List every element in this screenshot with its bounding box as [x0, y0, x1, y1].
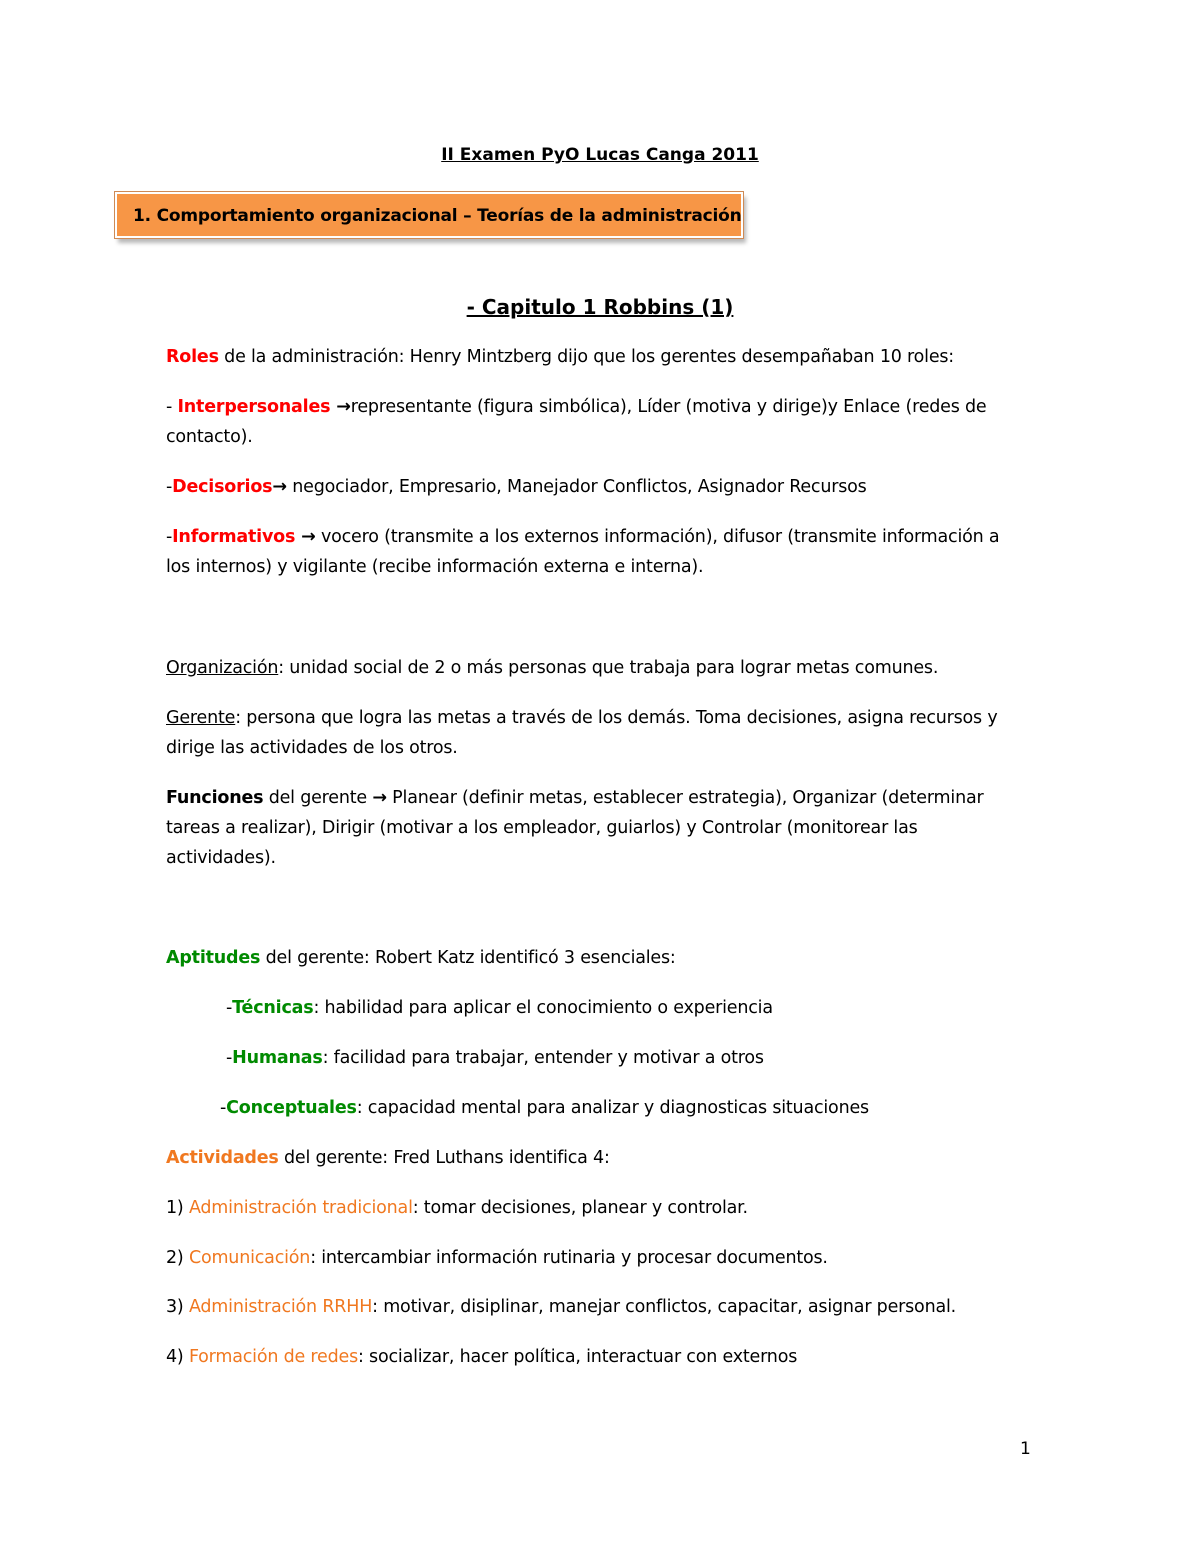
definition-text-continued: tareas a realizar), Dirigir (motivar a los empleador, guiarlos) y Controlar (monitorear las: [166, 818, 918, 838]
definition-organizacion: [166, 653, 938, 683]
chapter-heading: - Capitulo 1 Robbins (1): [466, 295, 734, 319]
aptitude-text: : habilidad para aplicar el conocimiento o experiencia: [313, 998, 773, 1018]
actividad-item: [166, 1243, 828, 1273]
actividad-item: [166, 1342, 797, 1372]
role-informativos: [166, 522, 999, 552]
section-heading: 1. Comportamiento organizacional – Teorías de la administración: [133, 206, 742, 226]
actividad-text: : intercambiar información rutinaria y procesar documentos.: [310, 1248, 828, 1268]
role-description-continued: los internos) y vigilante (recibe información externa e interna).: [166, 557, 704, 577]
list-dash: -: [166, 397, 178, 417]
definition-text: del gerente: [263, 788, 373, 808]
actividad-number: 4): [166, 1347, 184, 1367]
aptitude-item: -Humanas: facilidad para trabajar, entender y motivar a otros: [226, 1048, 764, 1068]
aptitudes-term: Aptitudes: [166, 948, 261, 968]
actividad-number: 2): [166, 1248, 184, 1268]
aptitude-term: Humanas: [232, 1048, 323, 1068]
actividad-term: Administración RRHH: [188, 1297, 373, 1317]
page-number: 1: [1020, 1439, 1031, 1459]
roles-text: de la administración: Henry Mintzberg dijo que los gerentes desempañaban 10 roles:: [218, 347, 955, 367]
role-description: representante (figura simbólica), Líder (motiva y dirige)y Enlace (redes de: [350, 397, 987, 417]
aptitude-text: : facilidad para trabajar, entender y motivar a otros: [322, 1048, 764, 1068]
definition-term: Funciones: [166, 788, 264, 808]
definition-gerente: [166, 703, 997, 733]
arrow-right-icon: →: [295, 527, 316, 547]
aptitude-text: : capacidad mental para analizar y diagnosticas situaciones: [356, 1098, 869, 1118]
roles-intro: [166, 342, 954, 372]
actividad-term: Comunicación: [188, 1248, 311, 1268]
actividad-text: : tomar decisiones, planear y controlar.: [412, 1198, 748, 1218]
definition-text-continued: dirige las actividades de los otros.: [166, 738, 458, 758]
list-dash: -: [166, 527, 173, 547]
actividad-number: 1): [166, 1198, 184, 1218]
aptitude-term: Técnicas: [232, 998, 314, 1018]
actividades-term: Actividades: [166, 1148, 279, 1168]
roles-term: Roles: [166, 347, 219, 367]
role-description-continued: contacto).: [166, 427, 253, 447]
definition-text: : persona que logra las metas a través de los demás. Toma decisiones, asigna recursos y: [235, 708, 998, 728]
actividad-number: 3): [166, 1297, 184, 1317]
aptitude-item: -Conceptuales: capacidad mental para analizar y diagnosticas situaciones: [220, 1098, 869, 1118]
definition-funciones: [166, 783, 983, 813]
actividades-text: del gerente: Fred Luthans identifica 4:: [278, 1148, 610, 1168]
actividad-item: [166, 1292, 956, 1322]
arrow-right-icon: →: [272, 477, 287, 497]
role-term: Decisorios: [172, 477, 273, 497]
aptitude-term: Conceptuales: [226, 1098, 357, 1118]
role-description: vocero (transmite a los externos información), difusor (transmite información a: [315, 527, 1000, 547]
definition-term: Gerente: [166, 708, 236, 728]
aptitudes-intro: [166, 943, 676, 973]
aptitude-item: -Técnicas: habilidad para aplicar el conocimiento o experiencia: [226, 998, 773, 1018]
actividad-term: Administración tradicional: [188, 1198, 413, 1218]
role-interpersonales: [166, 392, 987, 422]
definition-text: Planear (definir metas, establecer estrategia), Organizar (determinar: [386, 788, 984, 808]
list-dash: -: [166, 477, 173, 497]
definition-text: : unidad social de 2 o más personas que trabaja para lograr metas comunes.: [278, 658, 939, 678]
role-term: Informativos: [172, 527, 296, 547]
definition-text-continued: actividades).: [166, 848, 276, 868]
arrow-right-icon: →: [330, 397, 351, 417]
role-term: Interpersonales: [177, 397, 331, 417]
aptitudes-text: del gerente: Robert Katz identificó 3 esenciales:: [260, 948, 676, 968]
actividad-text: : motivar, disiplinar, manejar conflictos, capacitar, asignar personal.: [372, 1297, 957, 1317]
section-heading-box: [115, 192, 743, 238]
role-decisorios: [166, 472, 867, 502]
definition-term: Organización: [166, 658, 279, 678]
actividad-text: : socializar, hacer política, interactuar con externos: [358, 1347, 798, 1367]
actividad-item: [166, 1193, 748, 1223]
document-title: II Examen PyO Lucas Canga 2011: [441, 145, 759, 165]
actividad-term: Formación de redes: [188, 1347, 358, 1367]
role-description: negociador, Empresario, Manejador Conflictos, Asignador Recursos: [286, 477, 867, 497]
arrow-right-icon: →: [372, 788, 387, 808]
actividades-intro: [166, 1143, 610, 1173]
